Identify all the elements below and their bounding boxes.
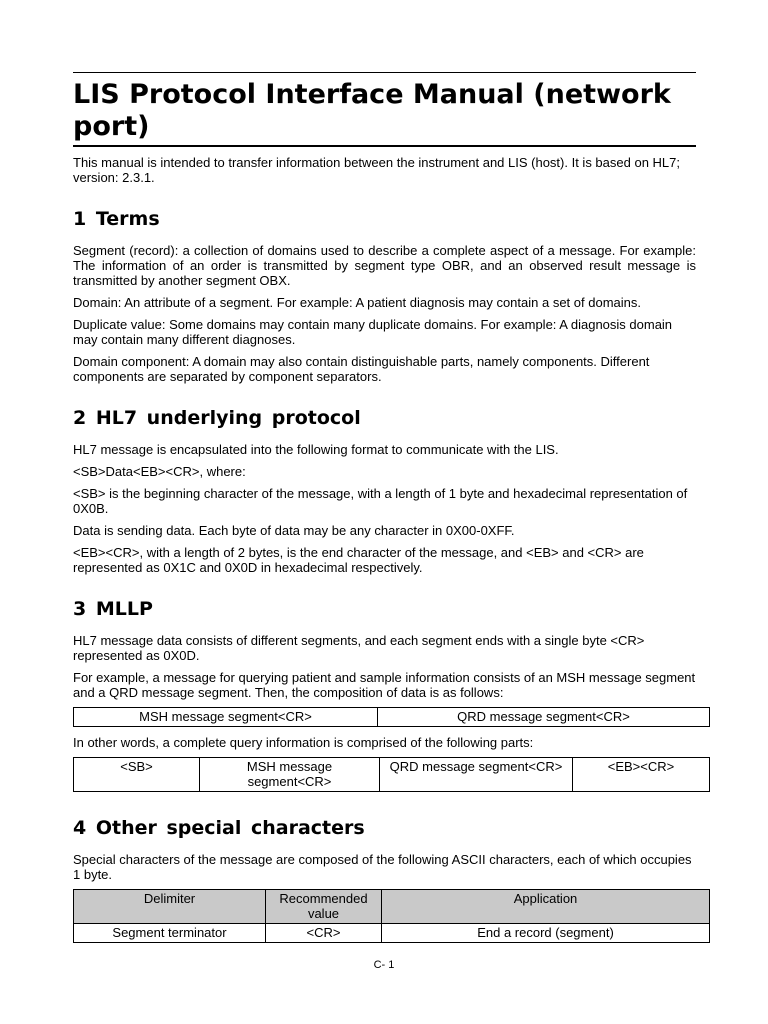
- paragraph: Segment (record): a collection of domains used to describe a complete aspect of a message. For example: The information of an order is transmitted by segment type OBR, and an observed result message is transmitted by another segment OBX.: [73, 243, 696, 288]
- section-heading-mllp: 3 MLLP: [73, 598, 153, 620]
- table-header-cell: Application: [382, 890, 710, 924]
- table-cell: QRD message segment<CR>: [380, 758, 573, 792]
- intro-paragraph: This manual is intended to transfer information between the instrument and LIS (host). It is based on HL7; version: 2.3.1.: [73, 155, 680, 185]
- paragraph: HL7 message is encapsulated into the following format to communicate with the LIS.: [73, 442, 559, 457]
- table-cell: QRD message segment<CR>: [378, 708, 710, 727]
- table-cell: <SB>: [74, 758, 200, 792]
- page-title: LIS Protocol Interface Manual (network port): [73, 79, 696, 147]
- data-composition-table: [73, 707, 710, 727]
- page-number: C- 1: [373, 959, 395, 971]
- paragraph: Domain: An attribute of a segment. For example: A patient diagnosis may contain a set of domains.: [73, 295, 641, 310]
- table-cell: MSH message segment<CR>: [200, 758, 380, 792]
- table-row: [74, 708, 710, 727]
- table-cell: MSH message segment<CR>: [74, 708, 378, 727]
- table-cell: <CR>: [266, 924, 382, 943]
- section-heading-hl7-protocol: 2 HL7 underlying protocol: [73, 407, 361, 429]
- table-header-cell: Delimiter: [74, 890, 266, 924]
- paragraph: For example, a message for querying patient and sample information consists of an MSH message segment and a QRD message segment. Then, the composition of data is as follows:: [73, 670, 696, 700]
- special-characters-table: [73, 889, 710, 943]
- paragraph: Domain component: A domain may also contain distinguishable parts, namely components. Different components are separated by component separators.: [73, 354, 650, 384]
- paragraph: <EB><CR>, with a length of 2 bytes, is the end character of the message, and <EB> and <CR> are represented as 0X1C and 0X0D in hexadecimal respectively.: [73, 545, 644, 575]
- table-row: [74, 924, 710, 943]
- top-rule: [73, 72, 696, 73]
- table-cell: <EB><CR>: [573, 758, 710, 792]
- table-cell: Segment terminator: [74, 924, 266, 943]
- paragraph: Data is sending data. Each byte of data may be any character in 0X00-0XFF.: [73, 523, 515, 538]
- section-heading-terms: 1 Terms: [73, 208, 160, 230]
- table-row: [74, 758, 710, 792]
- paragraph: <SB>Data<EB><CR>, where:: [73, 464, 246, 479]
- paragraph: HL7 message data consists of different segments, and each segment ends with a single byte <CR> represented as 0X0D.: [73, 633, 645, 663]
- table-header-cell: Recommended value: [266, 890, 382, 924]
- paragraph: Duplicate value: Some domains may contain many duplicate domains. For example: A diagnosis domain may contain many different diagnoses.: [73, 317, 673, 347]
- paragraph: In other words, a complete query information is comprised of the following parts:: [73, 735, 534, 750]
- table-header-row: [74, 890, 710, 924]
- section-heading-special-characters: 4 Other special characters: [73, 817, 365, 839]
- paragraph: Special characters of the message are composed of the following ASCII characters, each of which occupies 1 byte.: [73, 852, 692, 882]
- document-page: [73, 72, 696, 951]
- query-parts-table: [73, 757, 710, 792]
- paragraph: <SB> is the beginning character of the message, with a length of 1 byte and hexadecimal representation of 0X0B.: [73, 486, 688, 516]
- table-cell: End a record (segment): [382, 924, 710, 943]
